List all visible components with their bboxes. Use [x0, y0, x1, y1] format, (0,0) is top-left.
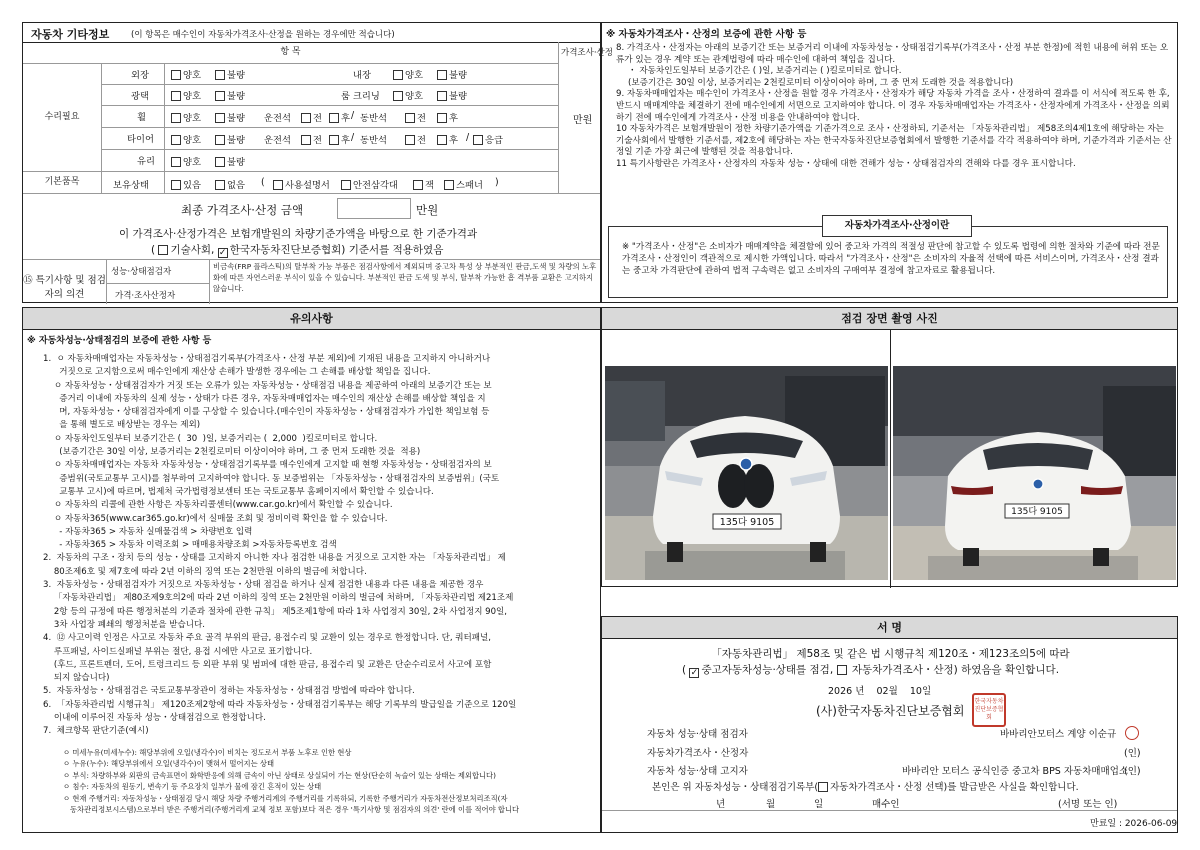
- wheel-passenger-front-label: 전: [417, 113, 426, 124]
- room-bad-checkbox[interactable]: [437, 91, 447, 101]
- holding-none-checkbox[interactable]: [215, 180, 225, 190]
- receipt-month-label: 월: [766, 799, 776, 810]
- receipt-year-label: 년: [716, 799, 726, 810]
- gloss-good-label: 양호: [183, 91, 201, 102]
- inspector-seal-icon: [1125, 726, 1139, 740]
- notes-line: 「자동차관리법」 제80조제9호의2에 따라 2년 이하의 징역 또는 2천만원 이하의 벌금에 처하며, 「자동차관리법 제21조제: [43, 593, 514, 604]
- gloss-label: 광택: [131, 91, 149, 102]
- wheel-driver-front-checkbox[interactable]: [301, 113, 311, 123]
- buyer-label: 매수인: [872, 799, 900, 810]
- notifier-sign: (인): [1124, 766, 1141, 777]
- spanner-label: 스패너: [456, 180, 483, 191]
- rear-plate-text: 135다 9105: [1011, 507, 1063, 517]
- basis-tail: 기준서를 적용하였음: [348, 244, 444, 256]
- tire-emergency-label: 응급: [485, 135, 503, 146]
- holding-have-label: 있음: [183, 180, 201, 191]
- notes-line: ㅇ 자동차의 리콜에 관한 사항은 자동차리콜센터(www.car.go.kr)에서 확인할 수 있습니다.: [43, 500, 393, 511]
- price-definition-text: ※ "가격조사・산정"은 소비자가 매매계약을 체결함에 있어 중고차 가격의 적절성 판단에 참고할 수 있도록 법령에 의한 절차와 기준에 따라 전문 가격조사・산정인이 객관적으로 제시한 가액입니다. 따라서 "가격조사・산정"은 소비자의 자율적 선택에 따른 서비스이며, 가격조사・산정 결과는 중고차 가격판단에 관하여 법적 구속력은 없고 소비자의 구매여부 결정에 참고자료로 활용됩니다.: [622, 242, 1160, 276]
- notes-subtitle: ※ 자동차성능·상태점검의 보증에 관한 사항 등: [27, 336, 212, 346]
- col-item-header: 항 목: [23, 42, 559, 64]
- notes-line: ㅇ 자동차365(www.car365.go.kr)에서 실매물 조회 및 정비이력 확인을 할 수 있습니다.: [43, 513, 388, 524]
- wheel-bad-label: 불량: [227, 113, 245, 124]
- tire-passenger-rear-checkbox[interactable]: [437, 135, 447, 145]
- notes-line: 6. 「자동차관리법 시행규칙」 제120조제2항에 따라 자동차성능・상태점검기록부는 해당 기록부의 발급일을 기준으로 120일: [43, 699, 517, 710]
- interior-bad-checkbox[interactable]: [437, 70, 447, 80]
- spanner-checkbox[interactable]: [444, 180, 454, 190]
- tire-bad-checkbox[interactable]: [215, 135, 225, 145]
- criteria-line: ㅇ 현재 주행거리: 자동차성능・상태점검 당시 해당 차량 주행거리계의 주행거리를 기록하되, 기록한 주행거리가 자동차전산정보처리조직(자: [63, 793, 508, 803]
- notes-line: 되지 않습니다): [43, 673, 110, 684]
- price-warranty-p8-note: (보증기간은 30일 이상, 보증거리는 2천킬로미터 이상이어야 하며, 그 중 먼저 도래한 것을 적용합니다): [628, 77, 1014, 88]
- exterior-good-checkbox[interactable]: [171, 70, 181, 80]
- interior-bad-label: 불량: [449, 70, 467, 81]
- notes-line: 교통부 고시)에 따르며, 법제처 국가법령정보센터 또는 국토교통부 홈페이지에서 확인할 수 있습니다.: [43, 486, 434, 497]
- criteria-line: ㅇ 침수: 자동차의 원동기, 변속기 등 주요장치 일부가 물에 잠긴 흔적이 있는 상태: [63, 782, 322, 792]
- criteria-line: ㅇ 누유(누수): 해당부위에서 오일(냉각수)이 맺혀서 떨어지는 상태: [63, 759, 275, 769]
- wheel-passenger-rear-label: 후: [449, 113, 458, 124]
- notes-line: 5. 자동차성능・상태점검은 국토교통부장관이 정하는 자동차성능・상태점검 방법에 따라야 합니다.: [43, 686, 415, 697]
- price-definition-title: 자동차가격조사·산정이란: [822, 215, 972, 237]
- interior-good-label: 양호: [405, 70, 423, 81]
- tire-emergency-checkbox[interactable]: [473, 135, 483, 145]
- notes-line: 3. 자동차성능・상태점검자가 거짓으로 자동차성능・상태 점검을 하거나 실제 점검한 내용과 다른 내용을 제공한 경우: [43, 580, 484, 591]
- manual-label: 사용설명서: [285, 180, 330, 191]
- wheel-passenger-front-checkbox[interactable]: [405, 113, 415, 123]
- tire-label: 타이어: [127, 134, 154, 145]
- price-assessor-label: 자동차가격조사・산정자: [647, 748, 749, 759]
- basis-opt1-label: 기술사회,: [170, 244, 215, 256]
- notes-line: 2항 등의 규정에 따른 행정처분의 기준과 절차에 관한 규칙」 제5조제1항에 따라 1차 사업정지 30일, 2차 사업정지 90일,: [43, 606, 508, 617]
- glass-bad-checkbox[interactable]: [215, 157, 225, 167]
- notes-line: (보증기간은 30일 이상, 보증거리는 2천킬로미터 이상이어야 하며, 그 중 먼저 도래한 것을 적용): [43, 447, 421, 458]
- notes-line: 1. ㅇ 자동차매매업자는 자동차성능・상태점검기록부(가격조사・산정 부분 제외)에 기재된 내용을 고지하지 아니하거나: [43, 354, 491, 364]
- buyer-sign-label: (서명 또는 인): [1058, 799, 1118, 810]
- col-price-header: 가격조사·산정: [561, 48, 613, 58]
- notes-line: 4. ⑫ 사고이력 인정은 사고로 자동차 주요 골격 부위의 판금, 용접수리 및 교환이 있는 경우로 한정합니다. 단, 쿼터패널,: [43, 633, 492, 644]
- front-photo: [605, 366, 888, 580]
- notes-line: 증거리 이내에 자동차의 실제 성능・상태가 다른 경우, 자동차매매업자는 매수인의 재산상 손해를 배상할 책임을 지: [43, 393, 486, 404]
- sig-opt1-label: 중고자동차성능·상태를 점검,: [701, 664, 834, 676]
- triangle-checkbox[interactable]: [341, 180, 351, 190]
- signature-line1: 「자동차관리법」 제58조 및 같은 법 시행규칙 제120조・제123조의5에 따라: [711, 648, 1070, 660]
- receipt-line: 본인은 위 자동차성능・상태점검기록부( 자동차가격조사・산정 선택)를 발급받은 사실을 확인합니다.: [652, 782, 1079, 793]
- wheel-driver-front-label: 전: [313, 113, 322, 124]
- notes-title: 유의사항: [23, 308, 600, 330]
- repair-needed-label: 수리필요: [23, 63, 102, 172]
- notes-line: - 자동차365 > 자동차 이력조회 > 매매용차량조회 >자동차등록번호 검색: [43, 540, 337, 551]
- opinion-label: ⑮ 특기사항 및 점검자의 의견: [23, 259, 107, 304]
- room-good-checkbox[interactable]: [393, 91, 403, 101]
- bmw-logo-icon: [740, 458, 752, 470]
- tire-good-checkbox[interactable]: [171, 135, 181, 145]
- notifier-value: 바바리안 모터스 공식인증 중고차 BPS 자동차매매업소: [902, 766, 1129, 777]
- tire-bad-label: 불량: [227, 135, 245, 146]
- final-price-unit: 만원: [416, 203, 439, 217]
- wheel-driver-rear-checkbox[interactable]: [329, 113, 339, 123]
- notes-line: ㅇ 자동차매매업자는 자동차 자동차성능・상태점검기록부를 매수인에게 고지할 때 현행 자동차성능・상태점검자의 보: [43, 460, 492, 471]
- notes-line: - 자동차365 > 자동차 실매물검색 > 차량번호 입력: [43, 526, 253, 537]
- manual-checkbox[interactable]: [273, 180, 283, 190]
- notes-line: 을 통해 별도로 배상받는 경우는 제외): [43, 420, 201, 431]
- tire-passenger-front-checkbox[interactable]: [405, 135, 415, 145]
- notes-line: 증범위(국토교통부 고시)를 첨부하여 고지하여야 합니다. 동 보증범위는 「자동차성능・상태점검자의 보증범위」(국토: [43, 473, 500, 484]
- exterior-good-label: 양호: [183, 70, 201, 81]
- gloss-good-checkbox[interactable]: [171, 91, 181, 101]
- signature-title: 서 명: [602, 617, 1177, 639]
- room-bad-label: 불량: [449, 91, 467, 102]
- other-info-section: 자동차 기타정보 (이 항목은 매수인이 자동차가격조사·산정을 원하는 경우에만 적습니다) 항 목 가격조사·산정 수리필요 기본품목 만원 외장 양호 불량 내장 양호 불량 광택 양호 불량 룸 크리닝 양호 불량 휠 양호 불량 운전석 전 후 / 동반석 전 후 타이어 양호 불량 운전석 전 후 / 동반석 전 후 / 응급 유리 양호 불량 보유상태 있음 없음 ( 사용설명서 안전삼각대 잭 스패너 ) 최종 가격조사·산정 금액 만원 이 가격조사·산정가격은 보험개발원의 차량기준가액을 바탕으로 한 기준가격과 ( 기술사회, ✓ 한국자동차진단보증협회) 기준서를 적용하였음 ⑮ 특기사항 및 점검자의 의견 성능·상태점검자 가격·조사산정자 비금속(FRP 플라스틱)의 탈부착 가능 부품은 점검사항에서 제외되며 중고차 특성 상 부분적인 판금,도색 및 차량의 노후화에 따른 자연스러운 부식이 있을 수 있습니다. 부분적인 판금 도색 및 부식, 탈부착 가능한 흠 격부품 교환은 고지하지 않습니다.: [22, 22, 601, 303]
- holding-none-label: 없음: [227, 180, 245, 191]
- notes-line: 80조제6호 및 제7호에 따라 2년 이하의 징역 또는 2천만원 이하의 벌금에 처합니다.: [43, 566, 367, 577]
- notes-line: (후드, 프론트펜더, 도어, 트렁크리드 등 외판 부위 및 범퍼에 대한 판금, 용접수리 및 교환은 단순수리로서 사고에 포함: [43, 659, 492, 670]
- price-assessor-sign: (인): [1124, 748, 1141, 759]
- notes-line: ㅇ 자동차인도일부터 보증기간은 ( 30 )일, 보증거리는 ( 2,000 )킬로미터로 합니다.: [43, 433, 378, 444]
- price-warranty-p8: 8. 가격조사・산정자는 아래의 보증기간 또는 보증거리 이내에 자동차성능・상태점검기록부(가격조사・산정 부분 한정)에 적힌 내용에 허위 또는 오류가 있는 경우 계약 또는 관계법령에 따라 매수인에 대하여 책임을 집니다.: [616, 43, 1169, 65]
- wheel-driver-rear-label: 후: [341, 113, 350, 124]
- price-warranty-p10: 10 자동차가격은 보험개발원이 정한 차량기준가액을 기준가격으로 조사・산정하되, 기준서는 「자동차관리법」 제58조의4제1호에 해당하는 자는 기술사회에서 발행한 기준서를, 제2호에 해당하는 자는 한국자동차진단보증협회에서 발행한 기준서를 각각 적용하여야 하며, 기준가격과 기준서는 산정일 기준 가장 최근에 발행된 것을 적용합니다.: [616, 124, 1172, 158]
- glass-good-checkbox[interactable]: [171, 157, 181, 167]
- wheel-bad-checkbox[interactable]: [215, 113, 225, 123]
- signature-date: 2026 년 02월 10일: [828, 686, 932, 697]
- exterior-label: 외장: [131, 70, 149, 81]
- room-cleaning-label: 룸 크리닝: [341, 91, 380, 102]
- notes-line: 이내에 이루어진 자동차 성능・상태점검으로 한정합니다.: [43, 713, 266, 724]
- price-warranty-p8-bullet: ・ 자동차인도일부터 보증기간은 ( )일, 보증거리는 ( )킬로미터로 합니다.: [628, 66, 902, 77]
- notes-line: 며, 자동차성능・상태점검자에게 이를 구상할 수 있습니다.(매수인이 자동차성능・상태점검자가 가입한 책임보험 등: [43, 407, 490, 418]
- glass-bad-label: 불량: [227, 157, 245, 168]
- tire-driver-front-label: 전: [313, 135, 322, 146]
- opinion-inspector-label: 성능·상태점검자: [111, 267, 172, 277]
- notes-line: ㅇ 자동차성능・상태점검자가 거짓 또는 오류가 있는 자동차성능・상태점검 내용을 제공하여 아래의 보증기간 또는 보: [43, 380, 492, 391]
- expiry-date: 만료일 : 2026-06-09: [1090, 819, 1178, 829]
- notifier-label: 자동차 성능·상태 고지자: [647, 766, 748, 777]
- other-info-title: 자동차 기타정보: [31, 28, 110, 41]
- triangle-label: 안전삼각대: [353, 180, 398, 191]
- wheel-good-checkbox[interactable]: [171, 113, 181, 123]
- exterior-bad-checkbox[interactable]: [215, 70, 225, 80]
- notes-line: 2. 자동차의 구조・장치 등의 성능・상태를 고지하지 아니한 자나 점검한 내용을 거짓으로 고지한 자는 「자동차관리법」 제: [43, 553, 506, 564]
- notes-body: [43, 353, 598, 739]
- holding-have-checkbox[interactable]: [171, 180, 181, 190]
- basis-opt2-checkbox[interactable]: ✓: [218, 248, 227, 258]
- org-stamp: 한국자동차진단보증협회: [972, 693, 1006, 727]
- glass-good-label: 양호: [183, 157, 201, 168]
- glass-label: 유리: [137, 156, 155, 167]
- price-warranty-p11: 11 특기사항란은 가격조사・산정자의 자동차 성능・상태에 대한 견해가 성능・상태점검자의 견해와 다를 경우 표시합니다.: [616, 158, 1076, 169]
- wheel-passenger-label: 동반석: [360, 113, 387, 124]
- jack-label: 잭: [425, 180, 434, 191]
- notes-line: 거짓으로 고지함으로써 매수인에게 재산상 손해가 발생한 경우에는 그 손해를 배상할 책임을 집니다.: [43, 367, 431, 378]
- gloss-bad-checkbox[interactable]: [215, 91, 225, 101]
- basis-opt2-label: 한국자동차진단보증협회): [229, 244, 346, 256]
- wheel-label: 휠: [137, 112, 146, 123]
- org-name: (사)한국자동차진단보증협회: [816, 704, 965, 718]
- final-price-input[interactable]: [337, 198, 411, 219]
- sig-opt2-checkbox[interactable]: [837, 665, 847, 675]
- inspector-value: 바바리안모터스 계양 이순규: [1000, 729, 1117, 740]
- receipt-checkbox[interactable]: [818, 782, 828, 792]
- notes-line: 7. 체크항목 판단기준(예시): [43, 726, 149, 737]
- tire-passenger-label: 동반석: [360, 135, 387, 146]
- front-plate-text: 135다 9105: [719, 517, 775, 528]
- tire-driver-rear-checkbox[interactable]: [329, 135, 339, 145]
- photo-section: [601, 307, 1178, 587]
- rear-photo: [893, 366, 1176, 580]
- tire-driver-label: 운전석: [264, 135, 291, 146]
- interior-label: 내장: [353, 70, 371, 81]
- wheel-passenger-rear-checkbox[interactable]: [437, 113, 447, 123]
- date-year: 2026: [828, 686, 853, 697]
- criteria-line: ㅇ 부식: 차량하부와 외판의 금속표면이 화학반응에 의해 금속이 아닌 상태로 상실되어 가는 현상(단순히 녹슬어 있는 상태는 제외합니다): [63, 770, 496, 780]
- notes-line: 3차 사업장 폐쇄의 행정처분을 받습니다.: [43, 619, 205, 630]
- date-month: 02: [876, 686, 889, 697]
- criteria-line: ㅇ 미세누유(미세누수): 해당부위에 오일(냉각수)이 비치는 정도로서 부품 노후로 인한 현상: [63, 748, 352, 757]
- opinion-text: 비금속(FRP 플라스틱)의 탈부착 가능 부품은 점검사항에서 제외되며 중고차 특성 상 부분적인 판금,도색 및 차량의 노후화에 따른 자연스러운 부식이 있을 수 있습니다. 부분적인 판금 도색 및 부식, 탈부착 가능한 흠 격부품 교환은 고지하지 않습니다.: [213, 262, 597, 293]
- tire-driver-front-checkbox[interactable]: [301, 135, 311, 145]
- tire-driver-rear-label: 후: [341, 135, 350, 146]
- tire-passenger-front-label: 전: [417, 135, 426, 146]
- other-info-subtitle: (이 항목은 매수인이 자동차가격조사·산정을 원하는 경우에만 적습니다): [131, 30, 395, 40]
- holding-label: 보유상태: [113, 180, 149, 191]
- tire-good-label: 양호: [183, 135, 201, 146]
- sig-opt1-checkbox[interactable]: ✓: [690, 668, 699, 678]
- wheel-driver-label: 운전석: [264, 113, 291, 124]
- inspector-label: 자동차 성능·상태 점검자: [647, 729, 748, 740]
- date-day: 10: [909, 686, 922, 697]
- interior-good-checkbox[interactable]: [393, 70, 403, 80]
- room-good-label: 양호: [405, 91, 423, 102]
- tire-passenger-rear-label: 후: [449, 135, 458, 146]
- jack-checkbox[interactable]: [413, 180, 423, 190]
- price-warranty-section: [601, 22, 1178, 303]
- notes-line: 루프패널, 사이드실패널 부위는 절단, 용접 시에만 사고로 표기합니다.: [43, 646, 313, 657]
- exterior-bad-label: 불량: [227, 70, 245, 81]
- notes-criteria: [63, 747, 599, 815]
- price-warranty-title: ※ 자동차가격조사・산정의 보증에 관한 사항 등: [606, 29, 807, 40]
- criteria-line: 동차관리정보시스템)으로부터 받은 주행거리(주행거리계 교체 정보 포함)보다 적은 경우 '특기사항 및 점검자의 의견' 란에 이를 적어야 합니다: [63, 805, 520, 815]
- photo-title: 점검 장면 촬영 사진: [602, 308, 1177, 330]
- wheel-good-label: 양호: [183, 113, 201, 124]
- gloss-bad-label: 불량: [227, 91, 245, 102]
- sig-opt2-label: 자동차가격조사・산정) 하였음을 확인합니다.: [851, 664, 1060, 676]
- basis-line1: 이 가격조사·산정가격은 보험개발원의 차량기준가액을 바탕으로 한 기준가격과: [119, 228, 478, 240]
- opinion-price-label: 가격·조사산정자: [115, 291, 176, 301]
- receipt-day-label: 일: [814, 799, 824, 810]
- basic-items-label: 기본품목: [23, 171, 102, 194]
- final-price-label: 최종 가격조사·산정 금액: [181, 203, 304, 217]
- basis-opt1-checkbox[interactable]: [158, 245, 168, 255]
- price-unit: 만원: [573, 115, 593, 126]
- notes-section: [22, 307, 601, 833]
- price-warranty-p9: 9. 자동차매매업자는 매수인이 가격조사・산정을 원할 경우 가격조사・산정자가 해당 자동차 가격을 조사・산정하여 결과를 이 서식에 적도록 한 후, 반드시 매매계약을 체결하기 전에 매수인에게 서면으로 고지하여야 합니다. 이 경우 자동차매매업자는 가격조사・산정자에게 가격조사・산정을 의뢰하기 전에 매수인에게 가격조사・산정 비용을 안내하여야 합니다.: [616, 89, 1170, 123]
- signature-section: 서 명 「자동차관리법」 제58조 및 같은 법 시행규칙 제120조・제123조의5에 따라 ( ✓ 중고자동차성능·상태를 점검, 자동차가격조사・산정) 하였음을 확인합니다. 2026 년 02월 10일 (사)한국자동차진단보증협회 한국자동차진단보증협회 자동차 성능·상태 점검자 바바리안모터스 계양 이순규 자동차가격조사・산정자 (인) 자동차 성능·상태 고지자 바바리안 모터스 공식인증 중고차 BPS 자동차매매업소 (인) 본인은 위 자동차성능・상태점검기록부( 자동차가격조사・산정 선택)를 발급받은 사실을 확인합니다. 년 월 일 매수인 (서명 또는 인) 만료일 : 2026-06-09: [601, 616, 1178, 833]
